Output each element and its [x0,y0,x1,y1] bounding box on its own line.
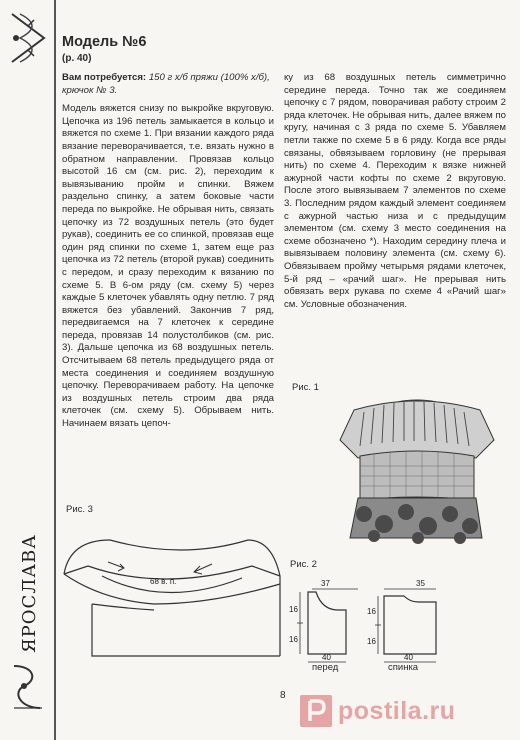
left-column [62,34,274,431]
front-top-dim: 37 [321,579,330,588]
page-reference: (р. 40) [62,53,92,64]
front-height-lower: 16 [289,635,298,644]
sidebar [0,0,56,740]
back-bottom-dim: 40 [404,653,413,662]
fig3-chain-label: 68 в. п. [150,577,177,586]
instructions-left: Модель вяжется снизу по выкройке вкруговую. Цепочка из 196 петель замыкается в кольцо и вяжется по схеме 1. При вязании каждого ряда вязание переворачивается, т.е. вязать нужно в обратном направлении. Провязав кольцо высотой 16 см (см. рис. 2), переходим к вывязыванию пройм и спинки. Вяжем раздельно спинку, а затем боковые части переда по выкройке. Не обрывая нить, связать цепочку из 72 воздушных петель (это будет рукав), соединить ее со спинкой, провязав еще один ряд спинки по схеме 1, затем еще раз цепочка из 72 петель (второй рукав) соединить с передом, и сразу переходим к вязанию по схеме 5. В 6-ом ряду (см. схему 5) через каждые 5 клеточек убавлять одну петлю. 7 ряд вяжется без убавлений. Закончив 7 ряд, передвигаемся на 7 клеточек к середине переда, провязав 14 полустолбиков (см. рис. 3). Дальше цепочка из 68 воздушных петель. Отсчитываем 68 петель предыдущего ряда от места соединения и соединяем воздушную цепочку. Переворачиваем работу. На цепочке из воздушных петель строим два ряда клеточек (см. схему 5). Обрываем нить. Начинаем вязать цепоч- [62,103,274,430]
materials [62,72,274,97]
model-title: Модель №6 [62,34,147,50]
back-caption: спинка [388,662,419,673]
front-caption: перед [312,662,339,673]
page-number: 8 [280,690,286,701]
front-height-upper: 16 [289,605,298,614]
watermark-text: postila.ru [338,696,456,725]
figure-1-blouse [324,388,510,548]
figure-1-label: Рис. 1 [292,382,319,393]
instructions-right: ку из 68 воздушных петель симметрично середине переда. Точно так же соединяем цепочку с 7 рядом, поворачивая работу строим 2 ряда клеточек. Не обрывая нить, далее вяжем по кругу, начиная с 3 ряда по схеме 5. Убавляем петли также по схеме 5 в 6 ряду. Когда все ряды связаны, обвязываем горловину (не прерывая нить) по схеме 4. Переходим к вязке нижней ажурной части кофты по схеме 2 вкруговую. После этого вывязываем 7 элементов по схеме 3. Последним рядом каждый элемент соединяем с ажурной частью низа и с предыдущим элементом (см. схему 3 место соединения на схеме обозначено *). Находим середину плеча и вывязываем половину элемента (см. схему 6). Обвязываем пройму четырьмя рядами клеточек, 5-й ряд – «рачий шаг». Не прерывая нить обвязать верх рукава по схеме 4 «Рачий шаг» см. Условные обозначения. [284,72,506,310]
figure-3-label: Рис. 3 [66,504,93,515]
materials-text: 150 г х/б пряжи (100% х/б), крючок № 3. [62,72,270,96]
watermark [300,690,512,732]
materials-label: Вам потребуется: [62,72,147,83]
ornament-icon [6,8,50,68]
watermark-logo-icon [300,695,332,727]
front-bottom-dim: 40 [322,653,331,662]
figure-2-label: Рис. 2 [290,559,317,570]
back-top-dim: 35 [416,579,425,588]
back-height-lower: 16 [367,637,376,646]
figure-2-patterns [286,576,458,672]
sidebar-brand: ЯРОСЛАВА [18,533,40,653]
figure-3-neckline [62,518,288,658]
right-column [284,72,506,311]
back-height-upper: 16 [367,607,376,616]
ornament-bottom-icon [8,660,48,715]
